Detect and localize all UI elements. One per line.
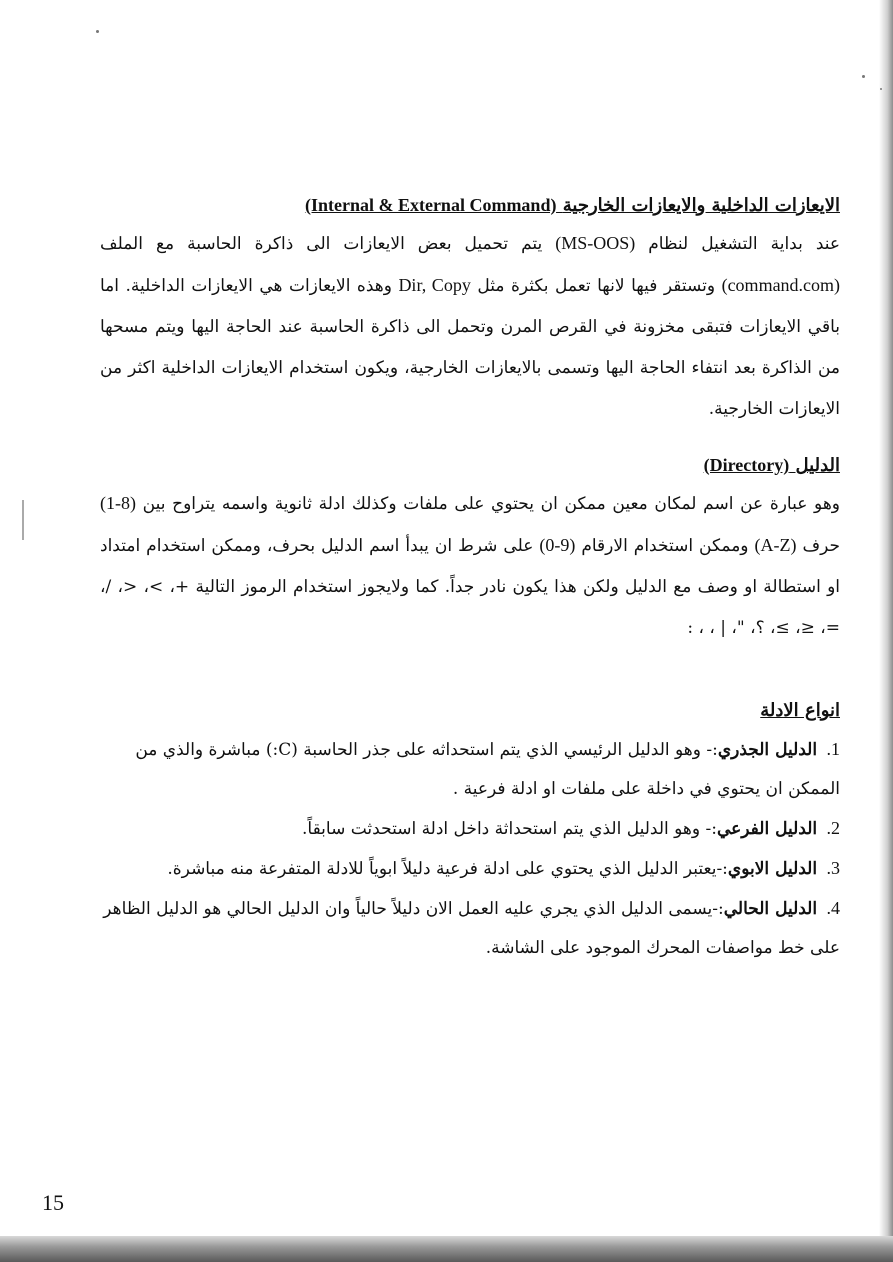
section-commands — [100, 192, 840, 430]
text-run: (0-9) — [539, 535, 576, 555]
text-run: عند بداية التشغيل لنظام — [648, 234, 841, 254]
item-term: الدليل الجذري — [717, 740, 818, 760]
text-run: يتم تحميل بعض الايعازات الى ذاكرة الحاسبة مع الملف — [100, 234, 543, 254]
text-run: Dir, Copy — [398, 275, 471, 295]
section-commands-heading — [100, 192, 840, 219]
scan-edge-right — [879, 0, 893, 1262]
item-text: :- وهو الدليل الذي يتم استحداثة داخل ادلة استحدثت سابقاً. — [302, 819, 717, 839]
list-item — [100, 730, 840, 809]
heading-english: (Directory) — [703, 455, 790, 475]
item-text: :-يسمى الدليل الذي يجري عليه العمل الان دليلاً حالياً وان الدليل الحالي هو الدليل الظاهر على خط مواصفات المحرك الموجود على الشاشة. — [103, 899, 840, 958]
directory-types-list — [100, 730, 840, 968]
item-term: الدليل الابوي — [727, 859, 818, 879]
scan-edge-bottom — [0, 1236, 893, 1262]
item-number: 4. — [826, 898, 840, 918]
item-term: الدليل الحالي — [723, 899, 818, 919]
scan-speck — [880, 88, 882, 90]
text-run: وتستقر فيها لانها تعمل بكثرة مثل — [477, 276, 716, 296]
forbidden-symbols: +، >، <، /، =، ≤، ≥، ؟، "، | ، ، : — [100, 577, 840, 638]
list-item — [100, 889, 840, 968]
scan-mark — [22, 500, 24, 540]
scan-speck — [96, 30, 99, 33]
section-directory-heading — [100, 452, 840, 479]
text-run: على شرط ان يبدأ اسم الدليل بحرف، وممكن استخدام امتداد او استطالة او وصف مع الدليل ولكن هذا يكون نادر جداً. كما ولايجوز استخدام الرموز التالية — [100, 536, 841, 597]
item-number: 1. — [826, 739, 840, 759]
section-types-heading: انواع الادلة — [760, 700, 840, 721]
text-run: (1-8) — [100, 493, 136, 513]
item-term: الدليل الفرعي — [716, 819, 818, 839]
text-run: وهذه الايعازات هي الايعازات الداخلية. اما باقي الايعازات فتبقى مخزونة في القرص المرن وتحمل الى ذاكرة الحاسبة عند الحاجة اليها ويتم مسحها من الذاكرة بعد انتفاء الحاجة اليها وتسمى بالايعازات الخارجية، ويكون استخدام الايعازات الداخلية اكثر من الايعازات الخارجية. — [100, 276, 840, 419]
heading-arabic: الدليل — [795, 455, 840, 476]
section-directory — [100, 452, 840, 649]
text-run: (MS-OOS) — [555, 233, 636, 253]
item-text: :- وهو الدليل الرئيسي الذي يتم استحداثه على جذر الحاسبة (C:) مباشرة والذي من الممكن ان يحتوي في داخلة على ملفات او ادلة فرعية . — [135, 740, 840, 799]
text-run: (A-Z) — [754, 535, 797, 555]
item-text: :-يعتبر الدليل الذي يحتوي على ادلة فرعية دليلاً ابوياً للادلة المتفرعة منه مباشرة. — [167, 859, 728, 879]
list-item — [100, 849, 840, 889]
section-directory-types — [100, 698, 840, 968]
list-item — [100, 809, 840, 849]
text-run: حرف — [802, 536, 841, 556]
text-run: وهو عبارة عن اسم لمكان معين ممكن ان يحتوي على ملفات وكذلك ادلة ثانوية واسمه يتراوح بين — [142, 494, 841, 514]
item-number: 3. — [826, 858, 840, 878]
section-directory-paragraph — [100, 483, 840, 649]
page-number: 15 — [42, 1190, 64, 1215]
scan-speck — [862, 75, 865, 78]
heading-arabic: الايعازات الداخلية والايعازات الخارجية — [562, 195, 840, 216]
text-run: وممكن استخدام الارقام — [581, 536, 749, 556]
section-commands-paragraph — [100, 223, 840, 430]
text-run: (command.com) — [721, 275, 841, 295]
heading-english: (Internal & External Command) — [304, 195, 557, 215]
item-number: 2. — [826, 818, 840, 838]
